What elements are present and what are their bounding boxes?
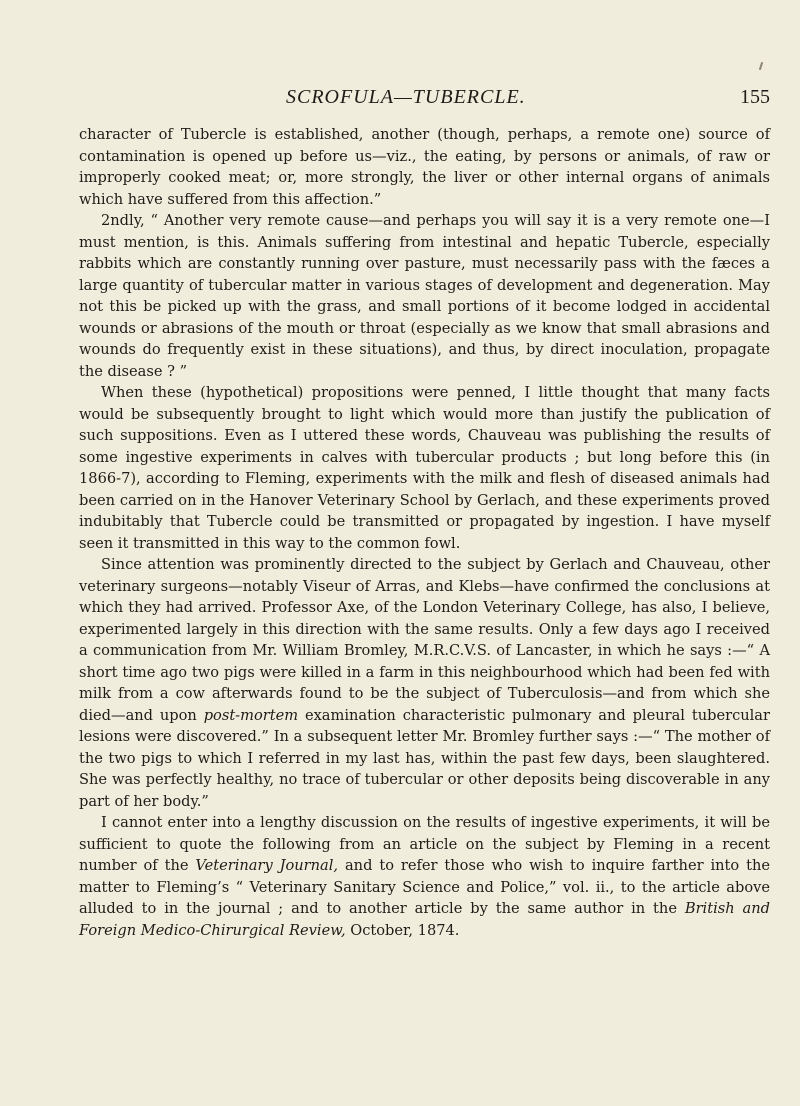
page-header (0, 86, 800, 116)
page-number: 155 (740, 86, 770, 108)
paragraph-3-text: When these (hypothetical) propositions were penned, I little thought that many facts would be subsequently brought to light which would more than justify the publication of such suppositions. Even as I uttered these words, Chauveau was publishing the results of some ingestive experiments in calves with tubercular products ; but long before this (in 1866-7), according to Fleming, experiments with the milk and flesh of diseased animals had been carried on in the Hanover Veterinary School by Gerlach, and these experiments proved indubitably that Tubercle could be transmitted or propagated by ingestion. I have myself seen it transmitted in this way to the common fowl. (79, 384, 770, 552)
paragraph-4 (79, 554, 770, 812)
paragraph-4-italic: post-mortem (203, 706, 299, 724)
body-text (79, 124, 770, 941)
paragraph-5-journal-title: Veterinary Journal, (195, 857, 339, 874)
paragraph-5-text-after: and to refer those who wish to inquire farther into the matter to Fleming’s “ Veterinary Sanitary Science and Police,” vol. ii., to the article above alluded to in the journal ; and to another article by the same author in the (79, 857, 770, 917)
paragraph-5 (79, 812, 770, 941)
paragraph-4-text-after: examination characteristic pulmonary and pleural tubercular lesions were discovered.” In a subsequent letter Mr. Bromley further says :—“ The mother of the two pigs to which I referred in my last has, within the past few days, been slaughtered. She was perfectly healthy, no trace of tubercular or other deposits being discoverable in any part of her body.” (79, 706, 770, 810)
paragraph-2 (79, 210, 770, 382)
paragraph-5-text: I cannot enter into a lengthy discussion on the results of ingestive experiments, it will be sufficient to quote the following from an article on the subject by Fleming in a recent number of the (79, 814, 770, 874)
running-title: SCROFULA—TUBERCLE. (286, 86, 526, 108)
paragraph-3 (79, 382, 770, 554)
paragraph-1 (79, 124, 770, 210)
paragraph-1-text: character of Tubercle is established, another (though, perhaps, a remote one) source of contamination is opened up before us—viz., the eating, by persons or animals, of raw or improperly cooked meat; or, more strongly, the liver or other internal organs of animals which have suffered from this affection.” (79, 126, 770, 208)
stray-ink-mark (759, 62, 763, 70)
paragraph-5-text-end: October, 1874. (345, 921, 460, 939)
paragraph-4-text: Since attention was prominently directed to the subject by Gerlach and Chauveau, other veterinary surgeons—notably Viseur of Arras, and Klebs—have confirmed the conclusions at which they had arrived. Professor Axe, of the London Veterinary College, has also, I believe, experimented largely in this direction with the same results. Only a few days ago I received a communication from Mr. William Bromley, M.R.C.V.S. of Lancaster, in which he says :—“ A short time ago two pigs were killed in a farm in this neighbourhood which had been fed with milk from a cow afterwards found to be the subject of Tuberculosis—and from which she died—and upon (79, 556, 770, 724)
paragraph-2-text: 2ndly, “ Another very remote cause—and perhaps you will say it is a very remote one—I must mention, is this. Animals suffering from intestinal and hepatic Tubercle, especially rabbits which are constantly running over pasture, must necessarily pass with the fæces a large quantity of tubercular matter in various stages of development and degeneration. May not this be picked up with the grass, and small portions of it become lodged in accidental wounds or abrasions of the mouth or throat (especially as we know that small abrasions and wounds do frequently exist in these situations), and thus, by direct inoculation, propagate the disease ? ” (79, 212, 770, 380)
paragraph-5-review-title: British and Foreign Medico-Chirurgical Review, (79, 900, 770, 939)
